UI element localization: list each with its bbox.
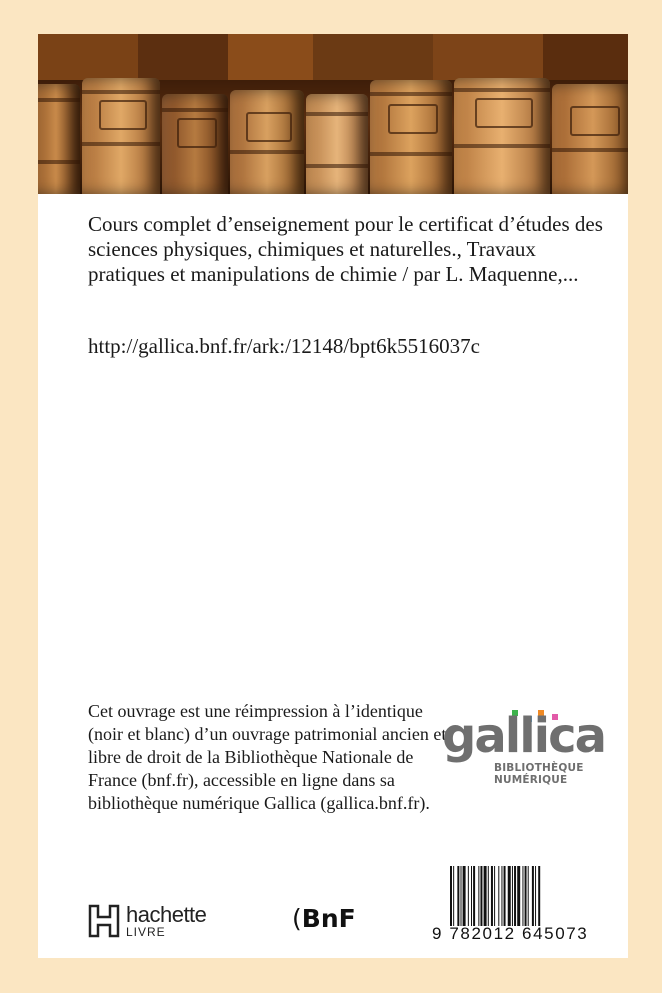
- gallica-line2: NUMÉRIQUE: [494, 774, 568, 786]
- bookshelf-banner-image: [38, 34, 628, 194]
- hachette-livre-label: LIVRE: [126, 925, 166, 939]
- isbn-barcode: [432, 866, 598, 946]
- hachette-logo: [88, 902, 228, 942]
- gallica-line1: BIBLIOTHÈQUE: [494, 762, 584, 774]
- reprint-notice: Cet ouvrage est une réimpression à l’identique (noir et blanc) d’un ouvrage patrimonial ancien et libre de droit de la Bibliothèque Nationale de France (bnf.fr), accessible en ligne dans sa bibliothèque numérique Gallica (gallica.bnf.fr).: [88, 701, 447, 813]
- gallica-logo: [442, 708, 605, 788]
- bnf-logo: (BnF: [292, 904, 356, 933]
- bnf-wordmark: BnF: [301, 904, 356, 933]
- gallica-url: http://gallica.bnf.fr/ark:/12148/bpt6k5516037c: [88, 334, 480, 358]
- back-cover: [38, 34, 628, 958]
- isbn-number: 9 782012 645073: [432, 924, 589, 943]
- barcode-bars: [448, 866, 598, 930]
- gallica-wordmark: gallica: [442, 708, 605, 764]
- hachette-wordmark: hachette: [126, 902, 207, 927]
- hachette-h-icon: [88, 904, 120, 938]
- book-title: Cours complet d’enseignement pour le certificat d’études des sciences physiques, chimiques et naturelles., Travaux pratiques et manipulations de chimie / par L. Maquenne,...: [88, 212, 603, 286]
- upper-shelf: [38, 34, 628, 80]
